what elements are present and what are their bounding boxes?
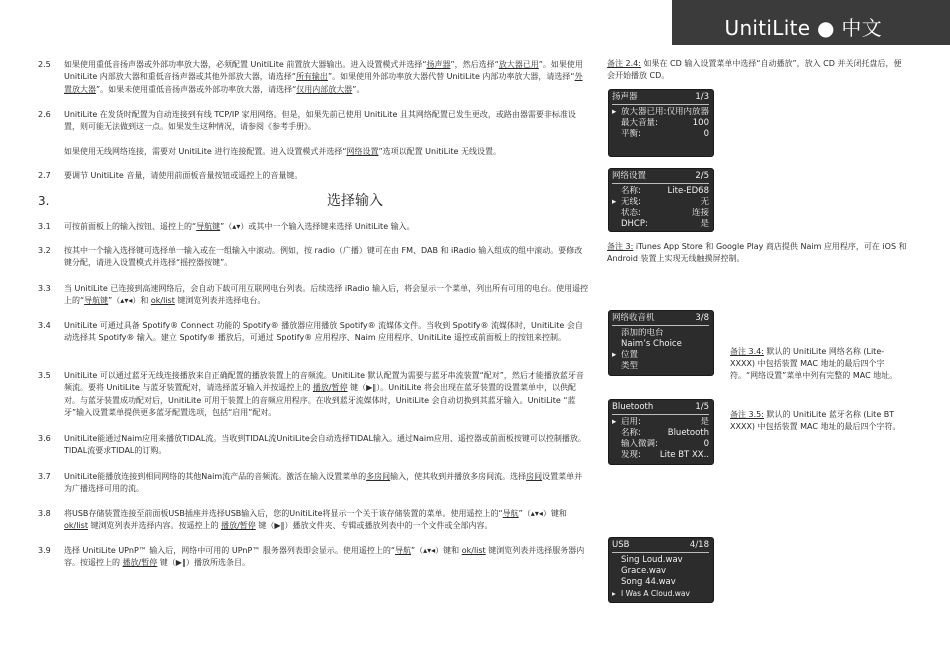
row-key: 名称: (621, 428, 641, 438)
note-text: 如果在 CD 输入设置菜单中选择“自动播放”，放入 CD 并关闭托盘后，便会开始播放 CD。 (607, 59, 902, 80)
note-text: 默认的 UnitiLite 蓝牙名称 (Lite BT XXXX) 中包括装置 MAC 地址的最后四个字符。 (730, 410, 901, 431)
section-3-7 (38, 471, 590, 496)
row-key: 无线: (621, 197, 641, 207)
menu-ref-multiroom: 多房间 (366, 472, 391, 481)
section-number: 3.5 (38, 371, 51, 380)
section-3-9 (38, 545, 590, 570)
section-number: 2.5 (38, 60, 51, 69)
selected-arrow-icon: ▸ (612, 417, 617, 427)
menu-ref-amp-used: 放大器已用 (498, 60, 539, 69)
display-row (612, 118, 709, 129)
row-value: 100 (692, 118, 709, 128)
text: ”选项以配置 UnitiLite 无线设置。 (378, 146, 501, 156)
key-ref-nav: 导航键 (196, 222, 221, 231)
display-row (612, 417, 709, 428)
row-key: 最大音量: (621, 118, 658, 128)
text: 输入，使其收到并播放多房间流。选择 (390, 472, 527, 481)
note-3-5 (730, 409, 908, 433)
item-label: 位置 (621, 350, 639, 360)
row-value: 0 (703, 129, 709, 139)
row-key: 输入微调: (621, 439, 658, 449)
display-row (612, 219, 709, 230)
display-list-item: Song 44.wav (621, 577, 676, 587)
text: ”（▴▾◂）键和 (518, 509, 567, 518)
menu-ref-external-amp: 外置放大器 (64, 72, 583, 94)
row-key: 平衡: (621, 129, 641, 139)
section-number: 2.7 (38, 171, 51, 180)
row-value: 仅用内放器 (666, 107, 709, 117)
row-value: 连接 (691, 208, 709, 218)
item-label: I Was A Cloud.wav (621, 589, 690, 598)
section-number: 3.7 (38, 472, 51, 481)
section-heading (38, 193, 590, 211)
display-page: 2/5 (695, 171, 709, 181)
section-3-6 (38, 433, 590, 458)
text: ”（▴▾）或其中一个输入选择键来选择 UnitiLite 输入。 (220, 222, 415, 231)
text: 键（▶‖）播放所选条目。 (157, 558, 250, 568)
row-key: 状态: (621, 208, 641, 218)
text: 选择 UnitiLite UPnP™ 输入后，网络中可用的 UPnP™ 服务器列表即会显示。使用遥控上的“ (64, 546, 395, 555)
section-2-6 (38, 109, 590, 158)
display-title: 网络设置 (612, 171, 647, 181)
row-value: Lite BT XX.. (659, 450, 709, 460)
key-ref-nav: 导航 (394, 546, 411, 555)
section-2-7 (38, 170, 590, 182)
text: ”（▴▾◂）键和 (410, 546, 462, 555)
paragraph (64, 370, 590, 420)
display-list-item-selected (612, 588, 709, 599)
section-number: 3.6 (38, 434, 51, 443)
section-3-4 (38, 320, 590, 345)
display-list-item: 添加的电台 (621, 328, 664, 338)
display-list-item: 类型 (621, 361, 639, 371)
selected-arrow-icon: ▸ (612, 197, 617, 207)
note-label: 备注 2.4: (607, 59, 641, 68)
note-label: 备注 3: (607, 242, 634, 251)
paragraph (64, 508, 590, 533)
key-ref-play-pause: 播放/暂停 (221, 521, 256, 531)
display-title-row (612, 540, 709, 553)
section-3-2 (38, 245, 590, 270)
note-label: 备注 3.5: (730, 410, 764, 419)
display-title: USB (612, 540, 630, 550)
selected-arrow-icon: ▸ (612, 589, 616, 598)
paragraph (64, 283, 590, 308)
text: 键浏览列表并选择服务器内容。按遥控上的 (64, 546, 585, 568)
row-key: 放大器已用: (621, 107, 667, 117)
display-title-row (612, 92, 709, 105)
text: ”。如果未使用重低音扬声器或外部功率放大器，请选择“ (96, 84, 297, 94)
display-page: 1/5 (695, 402, 709, 412)
display-title-row (612, 313, 709, 326)
display-page: 3/8 (695, 313, 709, 323)
row-key: 发现: (621, 450, 641, 460)
text: 设置菜单并为广播选择可用的流。 (64, 472, 583, 494)
row-key: 启用: (621, 417, 641, 427)
text: 键（▶‖）播放文件夹、专辑或播放列表中的一个文件或全部内容。 (255, 521, 493, 531)
display-title: 扬声器 (612, 92, 638, 102)
display-list-item: Sing Loud.wav (621, 555, 683, 565)
row-value: 无 (700, 197, 709, 207)
text: ”。如果使用 UnitiLite 内部放大器和重低音扬声器或其他外部放大器，请选择“ (64, 60, 583, 82)
display-list-item: Grace.wav (621, 566, 667, 576)
row-value: 0 (703, 439, 709, 449)
note-3 (607, 241, 907, 265)
paragraph: UnitiLite 在发货时配置为自动连接到有线 TCP/IP 家用网络。但是，如果先前已使用 UnitiLite 且其网络配置已发生更改，或路由器需要非标准设置，则可能无法做到这一点。如果发生这种情况，请参阅《参考手册》。 (64, 110, 576, 132)
section-number: 3.4 (38, 321, 51, 330)
display-speaker-menu (608, 89, 714, 157)
display-title-row (612, 402, 709, 415)
section-number: 3.9 (38, 546, 51, 555)
display-row (612, 208, 709, 219)
row-key: DHCP: (621, 219, 648, 229)
paragraph (64, 59, 590, 96)
key-ref-nav: 导航键 (84, 296, 109, 306)
row-value: 是 (700, 417, 709, 427)
text: 键（▶‖）。UnitiLite 将会出现在蓝牙装置的设置菜单中，以供配对。与蓝牙装置成功配对后，UnitiLite 可用于装置上的音频应用程序。在收到蓝牙流媒体时，UnitiLite 会自动切换到其蓝牙输入。UnitiLite “蓝牙”输入设置菜单提供更多蓝牙配置选项，包括“启用”配对。 (64, 383, 577, 418)
display-page: 1/3 (695, 92, 709, 102)
text: ”（▴▾◂）和 (108, 296, 151, 306)
text: 如果使用无线网络连接，需要对 UnitiLite 进行连接配置。进入设置模式并选择“ (64, 146, 347, 156)
section-3-5 (38, 370, 590, 420)
selected-arrow-icon: ▸ (612, 350, 617, 360)
paragraph: 要调节 UnitiLite 音量，请使用前面板音量按钮或遥控上的音量键。 (64, 171, 303, 180)
display-bluetooth-menu (608, 399, 714, 465)
key-ref-nav: 导航 (502, 509, 519, 518)
display-page: 4/18 (689, 540, 709, 550)
paragraph (64, 146, 590, 158)
text: 键浏览列表并选择内容。按遥控上的 (87, 521, 222, 531)
display-row (612, 428, 709, 439)
display-usb-menu (608, 537, 714, 603)
text: 键浏览列表并选择电台。 (174, 296, 266, 306)
text: ”，然后选择“ (450, 60, 499, 69)
section-number: 3.1 (38, 222, 51, 231)
display-row (612, 197, 709, 208)
display-radio-menu (608, 310, 714, 376)
row-value: Lite-ED68 (667, 186, 709, 196)
paragraph (64, 545, 590, 570)
note-text: iTunes App Store 和 Google Play 商店提供 Naim 应用程序，可在 iOS 和 Android 装置上实现无线触摸屏控制。 (607, 242, 907, 263)
text: UnitiLite能播放连接到相同网络的其他Naim流产品的音频流。激活在输入设置菜单的 (64, 472, 367, 481)
display-row (612, 450, 709, 461)
paragraph: 按其中一个输入选择键可选择单一输入或在一组输入中滚动。例如，按 radio（广播）键可在由 FM、DAB 和 iRadio 输入组成的组中滚动。要修改键分配，请进入设置模式并选择“摇控器按键”。 (64, 246, 583, 268)
note-text: 默认的 UnitiLite 网络名称 (Lite-XXXX) 中包括装置 MAC 地址的最后四个字符。“网络设置”菜单中列有完整的 MAC 地址。 (730, 347, 898, 380)
section-3-1 (38, 221, 590, 233)
paragraph: UnitiLite 可通过具备 Spotify® Connect 功能的 Spotify® 播放器应用播放 Spotify® 流媒体文件。当收到 Spotify® 流媒体时，UnitiLite 会自动选择其 Spotify® 输入。建立 Spotify® 播放后，可通过 Spotify® 应用程序、Naim 应用程序、UnitiLite 遥控或前面板上的按钮来控制。 (64, 321, 583, 343)
display-row (612, 129, 709, 140)
heading-title: 选择输入 (327, 193, 383, 209)
row-value: Bluetooth (667, 428, 709, 438)
paragraph: UnitiLite能通过Naim应用来播放TIDAL流。当收到TIDAL流UnitiLite会自动选择TIDAL输入。通过Naim应用、遥控器或前面板按键可以控制播放。TIDAL流要求TIDAL的订购。 (64, 434, 586, 456)
key-ref-ok-list: ok/list (461, 546, 486, 555)
menu-ref-speaker: 扬声器 (426, 60, 451, 69)
text: ”。 (352, 84, 365, 94)
display-title-row (612, 171, 709, 184)
section-number: 3.8 (38, 509, 51, 518)
selected-arrow-icon: ▸ (612, 107, 617, 117)
menu-ref-internal-amp-only: 仅用内部放大器 (296, 84, 353, 94)
display-network-menu (608, 168, 714, 232)
text: 可按前面板上的输入按钮、遥控上的“ (64, 222, 197, 231)
note-label: 备注 3.4: (730, 347, 764, 356)
text: 将USB存储装置连接至前面板USB插座并选择USB输入后，您的UnitiLite将显示一个关于该存储装置的菜单。使用遥控上的“ (64, 509, 503, 518)
section-2-5 (38, 59, 590, 96)
text: 如果使用重低音扬声器或外部功率放大器，必须配置 UnitiLite 前置放大器输出。进入设置模式并选择“ (64, 60, 427, 69)
paragraph (64, 221, 590, 233)
menu-ref-all-outputs: 所有输出 (295, 72, 328, 82)
display-row (612, 186, 709, 197)
text: UnitiLite 可以通过蓝牙无线连接播放来自正确配置的播放装置上的音频流。UnitiLite 默认配置为需要与蓝牙串流装置“配对”，然后才能播放蓝牙音频流。要将 UnitiLite 与蓝牙装置配对，请选择蓝牙输入并按遥控上的 (64, 371, 584, 393)
row-key: 名称: (621, 186, 641, 196)
key-ref-ok-list: ok/list (64, 521, 88, 531)
section-number: 2.6 (38, 110, 51, 119)
display-list-item-selected (612, 350, 709, 361)
section-3-3 (38, 283, 590, 308)
key-ref-ok-list: ok/list (150, 296, 175, 306)
display-title: 网络收音机 (612, 313, 655, 323)
text: 当 UnitiLite 已连接到高速网络后，会自动下载可用互联网电台列表。后续选择 iRadio 输入后，将会显示一个菜单，列出所有可用的电台。使用遥控上的“ (64, 284, 589, 306)
key-ref-play-pause: 播放/暂停 (312, 383, 348, 393)
heading-number: 3. (38, 194, 50, 208)
page-title: UnitiLite ● 中文 (724, 16, 882, 40)
note-3-4 (730, 346, 908, 382)
menu-ref-room: 房间 (526, 472, 543, 481)
menu-ref-network-settings: 网络设置 (346, 146, 379, 156)
note-2-4 (607, 58, 907, 82)
key-ref-play-pause: 播放/暂停 (122, 558, 158, 568)
paragraph (64, 471, 590, 496)
display-title: Bluetooth (612, 402, 654, 412)
row-value: 是 (700, 219, 709, 229)
section-3-8 (38, 508, 590, 533)
display-list-item: Naim’s Choice (621, 339, 682, 349)
text: ”。如果使用外部功率放大器代替 UnitiLite 内部功率放大器，请选择“ (327, 72, 575, 82)
display-row (612, 439, 709, 450)
section-number: 3.3 (38, 284, 51, 293)
display-row (612, 107, 709, 118)
section-number: 3.2 (38, 246, 51, 255)
